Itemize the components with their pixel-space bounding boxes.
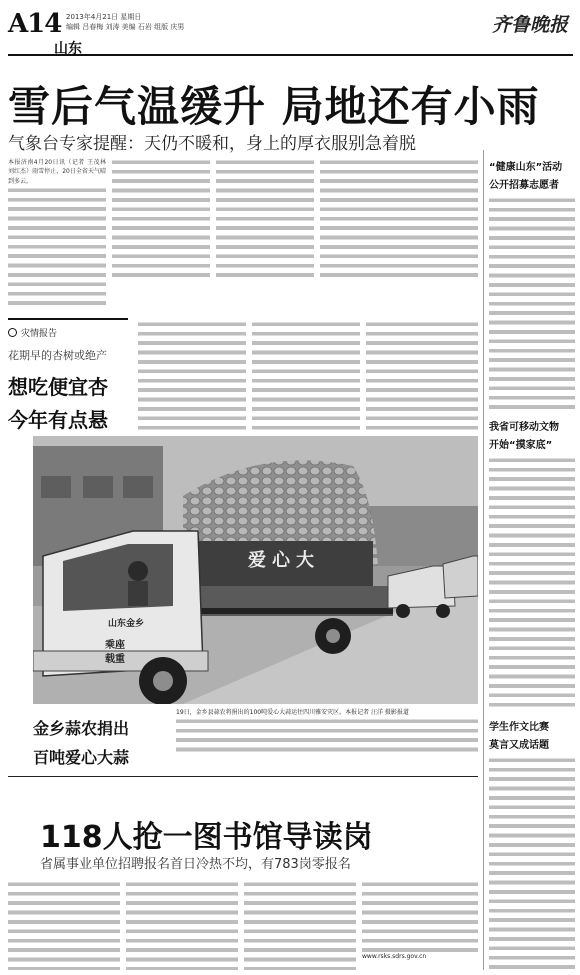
lead-column-4 bbox=[320, 158, 478, 278]
disaster-column-3 bbox=[366, 320, 478, 430]
photo-headline-2: 百吨爱心大蒜 bbox=[33, 748, 130, 767]
text-column bbox=[320, 158, 478, 278]
sidebar-headline-3b: 莫言又成话题 bbox=[489, 740, 549, 751]
lead-intro: 本报济南4月20日讯（记者 王茂林 刘红杰）雨雪停止，20日全省天气晴到多云。 bbox=[8, 159, 106, 185]
text-column bbox=[138, 320, 246, 430]
disaster-headline-1: 想吃便宜杏 bbox=[8, 375, 108, 399]
recruitment-url: www.rsks.sdrs.gov.cn bbox=[362, 953, 427, 960]
sidebar-headline-2a: 我省可移动文物 bbox=[489, 422, 559, 433]
sidebar-text-2 bbox=[489, 456, 575, 711]
photo-caption-text: 19日，金乡县蒜农将捐出的100吨爱心大蒜运往四川雅安灾区。本报记者 汪洋 摄影报道 bbox=[176, 709, 409, 716]
logo: 齐鲁晚报 bbox=[491, 14, 568, 36]
garlic-truck-photo bbox=[33, 436, 478, 704]
sidebar-article-1 bbox=[489, 158, 575, 191]
truck-door-text: 山东金乡 bbox=[108, 619, 145, 629]
sidebar-headline-3a: 学生作文比赛 bbox=[489, 722, 549, 733]
text-column bbox=[126, 880, 238, 970]
disaster-box bbox=[8, 318, 128, 430]
bottom-column-3 bbox=[244, 880, 356, 970]
sidebar-text-3 bbox=[489, 756, 575, 970]
bottom-column-2 bbox=[126, 880, 238, 970]
text-column bbox=[489, 456, 575, 711]
text-column bbox=[489, 196, 575, 411]
lead-headline: 雪后气温缓升 局地还有小雨 bbox=[8, 82, 540, 131]
text-column bbox=[8, 186, 106, 306]
disaster-column-2 bbox=[252, 320, 360, 430]
bottom-divider bbox=[8, 776, 478, 777]
disaster-kicker: 花期早的杏树或绝产 bbox=[8, 349, 107, 362]
sidebar-text-1 bbox=[489, 196, 575, 411]
text-column bbox=[252, 320, 360, 430]
bottom-column-1 bbox=[8, 880, 120, 970]
disaster-tag: 灾情报告 bbox=[21, 329, 58, 339]
photo-caption bbox=[176, 708, 478, 766]
truck-banner: 爱心大 bbox=[248, 550, 320, 571]
disaster-headline-2: 今年有点悬 bbox=[8, 408, 108, 432]
text-column bbox=[244, 880, 356, 970]
section-tab bbox=[8, 38, 573, 56]
sidebar-article-3 bbox=[489, 718, 575, 751]
editor-line: 编辑 吕春梅 刘涛 美编 石岩 组版 庆男 bbox=[66, 23, 185, 31]
disaster-column-1 bbox=[138, 320, 246, 430]
section-label: 山东 bbox=[54, 41, 82, 57]
text-column bbox=[489, 756, 575, 970]
bottom-headline: 118人抢一图书馆导读岗 bbox=[40, 820, 373, 855]
sidebar-divider bbox=[483, 150, 484, 970]
text-column bbox=[216, 158, 314, 278]
text-column bbox=[112, 158, 210, 278]
truck-side-text-2: 载重 bbox=[105, 654, 125, 665]
sidebar-headline-2b: 开始“摸家底” bbox=[489, 440, 553, 451]
sidebar-headline-1a: “健康山东”活动 bbox=[489, 162, 563, 173]
text-column bbox=[8, 880, 120, 970]
truck-side-text-1: 乘座 bbox=[105, 640, 125, 651]
photo-headline-1: 金乡蒜农捐出 bbox=[33, 719, 130, 738]
lead-column-2 bbox=[112, 158, 210, 278]
sidebar-article-2 bbox=[489, 418, 575, 451]
bottom-subhead: 省属事业单位招聘报名首日冷热不均，有783岗零报名 bbox=[40, 857, 351, 872]
text-column bbox=[176, 717, 478, 755]
disaster-tag-row bbox=[8, 326, 128, 339]
sidebar-headline-1b: 公开招募志愿者 bbox=[489, 180, 559, 191]
report-icon bbox=[8, 328, 17, 337]
text-column bbox=[366, 320, 478, 430]
lead-column-3 bbox=[216, 158, 314, 278]
photo-headline-box bbox=[33, 706, 168, 768]
lead-subhead: 气象台专家提醒：天仍不暖和，身上的厚衣服别急着脱 bbox=[8, 134, 416, 154]
lead-column-1 bbox=[8, 158, 106, 313]
bottom-column-4 bbox=[362, 880, 478, 970]
text-column bbox=[362, 880, 478, 952]
page-number: A14 bbox=[8, 9, 62, 39]
date-line: 2013年4月21日 星期日 bbox=[66, 13, 142, 21]
